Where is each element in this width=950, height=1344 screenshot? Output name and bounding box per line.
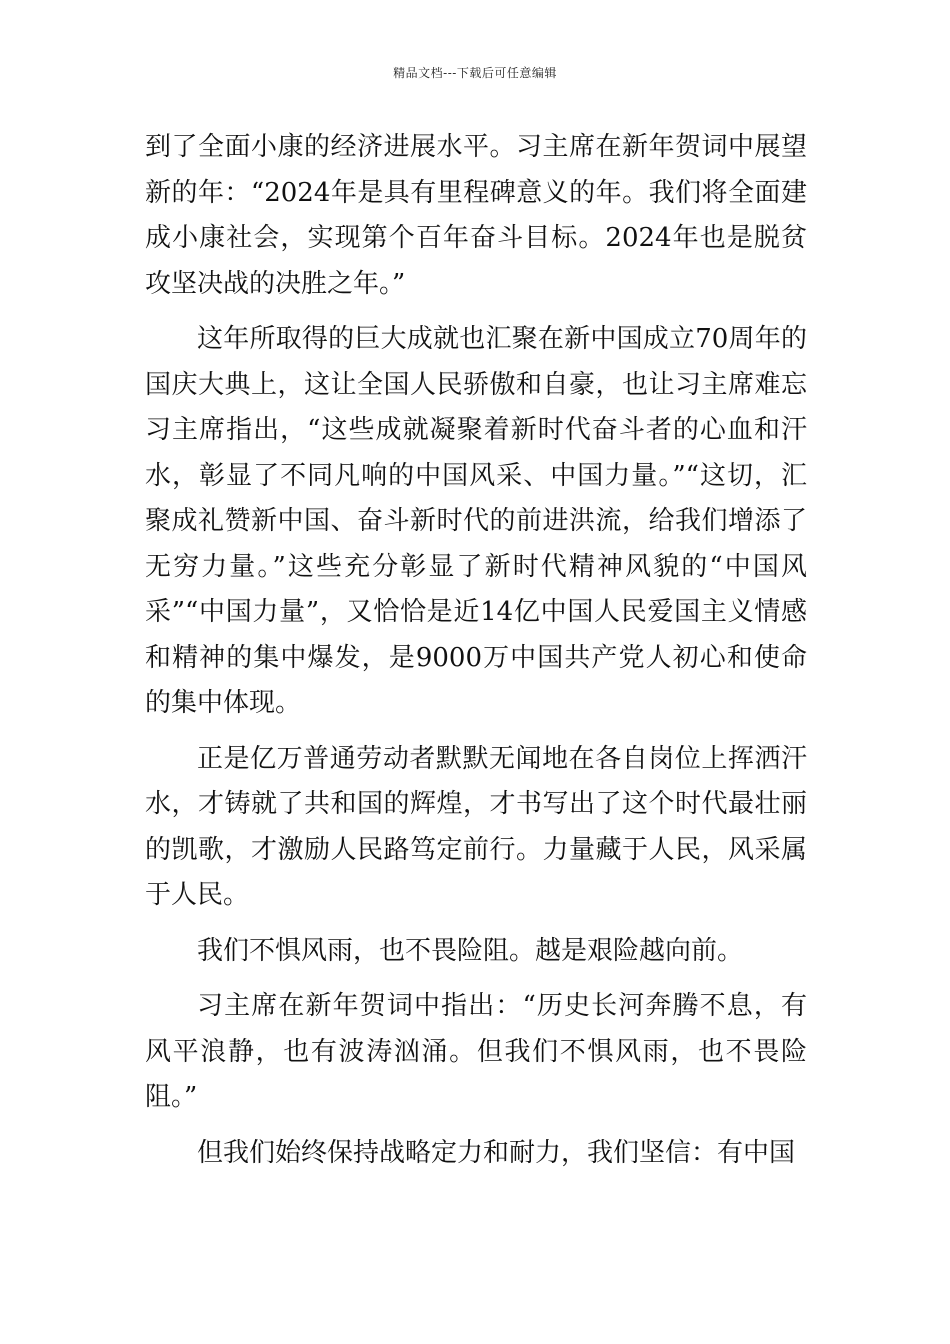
- paragraph-workers: 正是亿万普通劳动者默默无闻地在各自岗位上挥洒汗水，才铸就了共和国的辉煌，才书写出了这个时代最壮丽的凯歌，才激励人民路笃定前行。力量藏于人民，风采属于人民。: [145, 743, 807, 910]
- paragraph-strategic-focus: 但我们始终保持战略定力和耐力，我们坚信：有中国: [197, 1137, 796, 1168]
- paragraph-achievements: 这年所取得的巨大成就也汇聚在新中国成立70周年的国庆大典上，这让全国人民骄傲和自豪，也让习主席难忘习主席指出，“这些成就凝聚着新时代奋斗者的心血和汗水，彰显了不同凡响的中国风采、中国力量。”“这切，汇聚成礼赞新中国、奋斗新时代的前进洪流，给我们增添了无穷力量。”这些充分彰显了新时代精神风貌的“中国风采”“中国力量”，又恰恰是近14亿中国人民爱国主义情感和精神的集中爆发，是9000万中国共产党人初心和使命的集中体现。: [145, 324, 807, 718]
- document-body: [145, 125, 807, 1186]
- paragraph-heading-fearless: 我们不惧风雨，也不畏险阻。越是艰险越向前。: [197, 935, 744, 966]
- page-header: 精品文档---下载后可任意编辑: [393, 66, 557, 80]
- paragraph-continuation: 到了全面小康的经济进展水平。习主席在新年贺词中展望新的年：“2024年是具有里程碑意义的年。我们将全面建成小康社会，实现第个百年奋斗目标。2024年也是脱贫攻坚决战的决胜之年。”: [145, 132, 807, 299]
- paragraph-new-year-quote: 习主席在新年贺词中指出：“历史长河奔腾不息，有风平浪静，也有波涛汹涌。但我们不惧风雨，也不畏险阻。”: [145, 991, 807, 1112]
